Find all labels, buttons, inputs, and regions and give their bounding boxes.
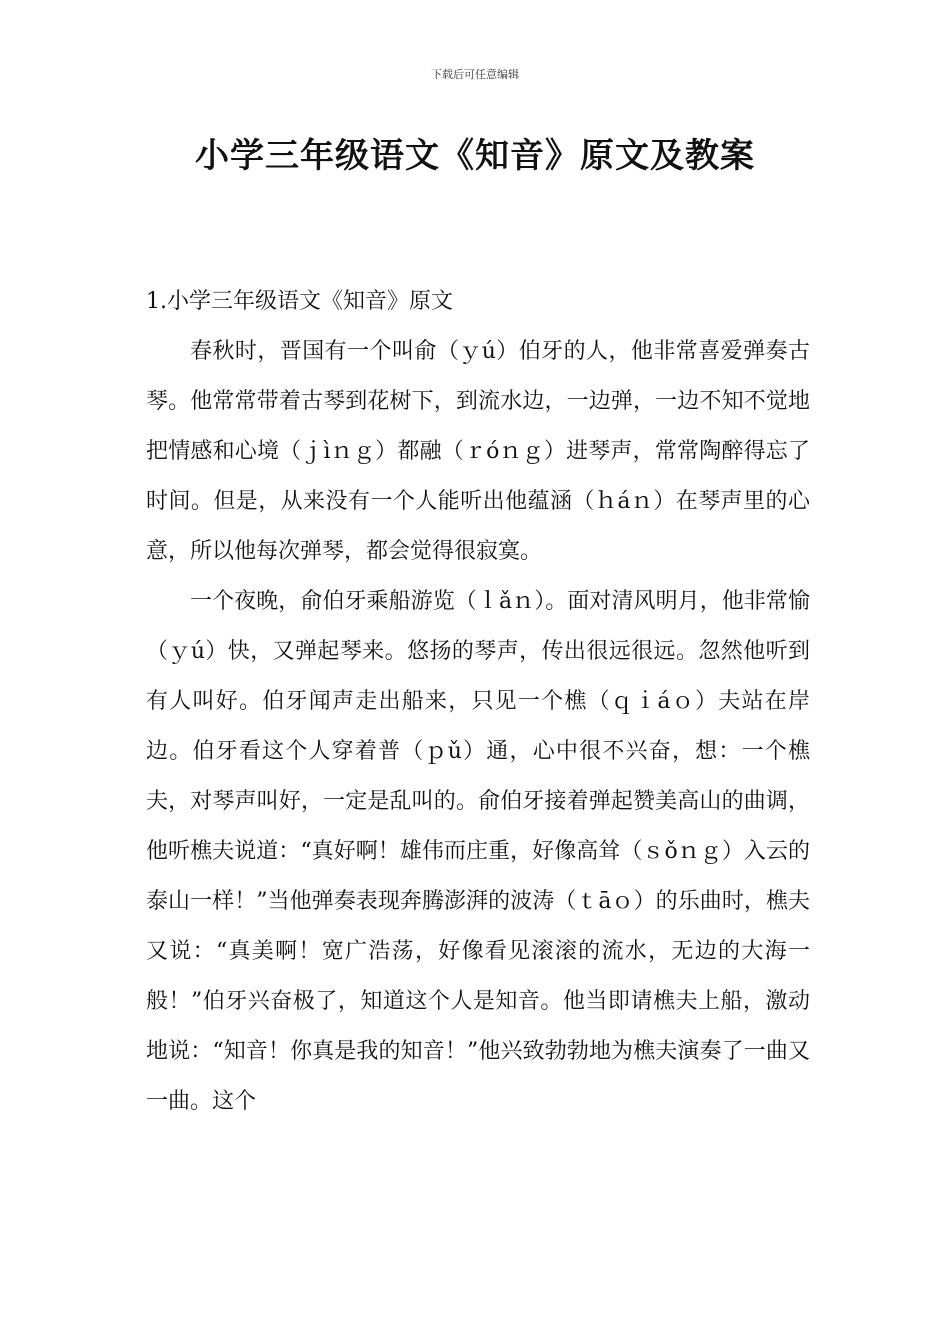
- document-body: [146, 277, 810, 1127]
- document-title: 小学三年级语文《知音》原文及教案: [195, 136, 755, 176]
- paragraph: 春秋时，晋国有一个叫俞（ｙú）伯牙的人，他非常喜爱弹奏古琴。他常常带着古琴到花树下，到流水边，一边弹，一边不知不觉地把情感和心境（ｊìｎｇ）都融（ｒóｎｇ）进琴声，常常陶醉得忘了时间。但是，从来没有一个人能听出他蕴涵（ｈáｎ）在琴声里的心意，所以他每次弹琴，都会觉得很寂寞。: [146, 339, 810, 564]
- paragraph: 一个夜晚，俞伯牙乘船游览（ｌǎｎ）。面对清风明月，他非常愉（ｙú）快，又弹起琴来。悠扬的琴声，传出很远很远。忽然他听到有人叫好。伯牙闻声走出船来，只见一个樵（ｑｉáｏ）夫站在岸边。伯牙看这个人穿着普（ｐǔ）通，心中很不兴奋，想：一个樵夫，对琴声叫好，一定是乱叫的。俞伯牙接着弹起赞美高山的曲调，他听樵夫说道：“真好啊！雄伟而庄重，好像高耸（ｓǒｎｇ）入云的泰山一样！”当他弹奏表现奔腾澎湃的波涛（ｔāｏ）的乐曲时，樵夫又说：“真美啊！宽广浩荡，好像看见滚滚的流水，无边的大海一般！”伯牙兴奋极了，知道这个人是知音。他当即请樵夫上船，激动地说：“知音！你真是我的知音！”他兴致勃勃地为樵夫演奏了一曲又一曲。这个: [146, 589, 810, 1114]
- section-heading: 1.小学三年级语文《知音》原文: [146, 289, 453, 314]
- header-note: 下载后可任意编辑: [431, 68, 519, 81]
